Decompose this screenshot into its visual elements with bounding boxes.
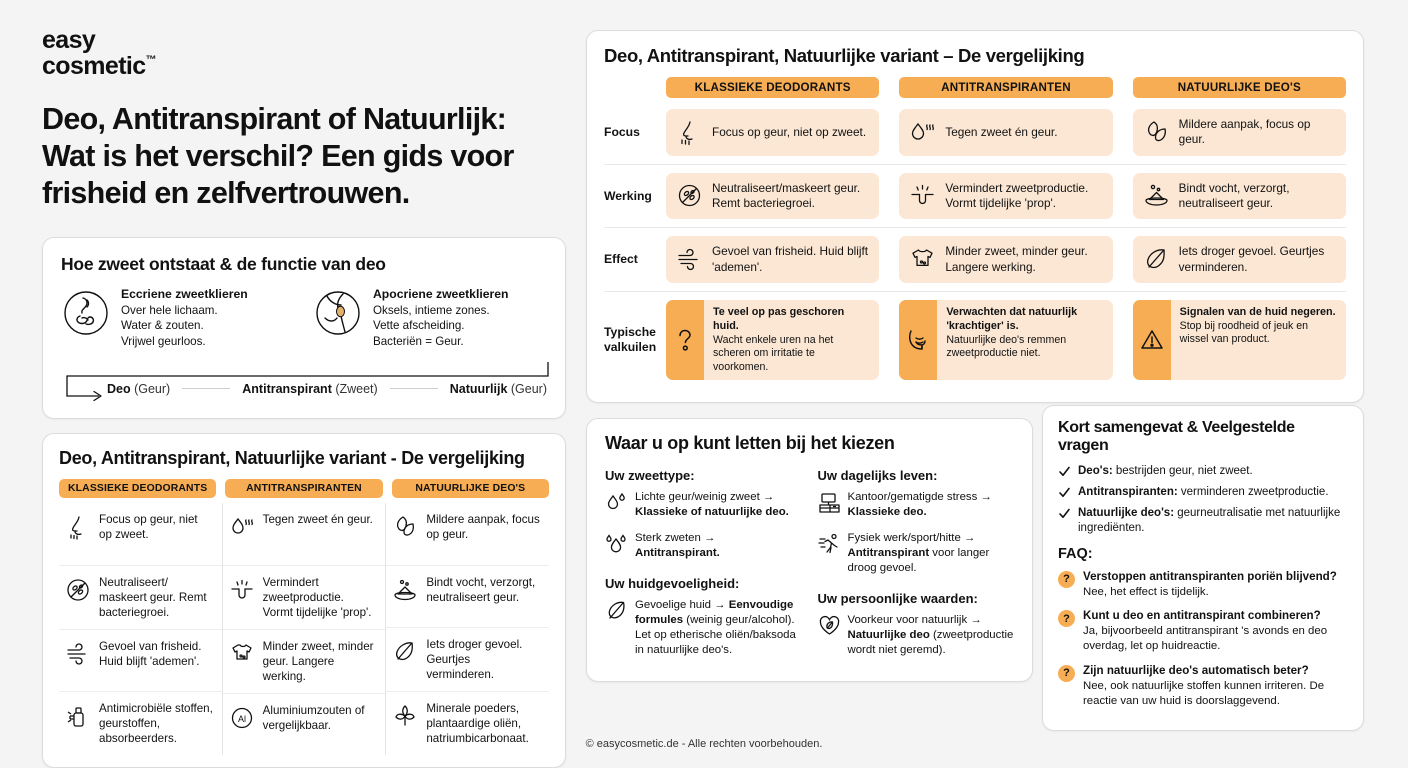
summary-bold: Deo's: bbox=[1078, 465, 1113, 477]
heart-leaf-icon bbox=[818, 614, 841, 637]
desk-monitor-icon bbox=[818, 491, 841, 514]
nose-smell-icon bbox=[65, 514, 91, 540]
pitfall-anti-body: Natuurlijke deo's remmen zweetproductie niet. bbox=[946, 333, 1067, 360]
item-bold: Natuurlijke deo bbox=[847, 629, 930, 642]
powder-bowl-icon bbox=[392, 577, 418, 603]
comparison-row-focus bbox=[604, 101, 1346, 164]
feather-icon bbox=[605, 599, 628, 622]
left-table-column-classic bbox=[59, 503, 222, 755]
list-item bbox=[1058, 485, 1348, 500]
table-row bbox=[386, 627, 549, 691]
question-mark-icon: ? bbox=[1058, 610, 1075, 627]
summary-text bbox=[1078, 464, 1253, 479]
leaves-icon bbox=[392, 514, 418, 540]
row-cells-effect bbox=[666, 236, 1346, 283]
cell-text: Bindt vocht, verzorgt, neutraliseert geur. bbox=[426, 575, 536, 604]
flow-item-anti-bold: Antitranspirant bbox=[242, 381, 332, 396]
cell-text: Gevoel van frisheid. Huid blijft 'ademen'. bbox=[712, 244, 869, 274]
table-row bbox=[59, 503, 222, 565]
item-post: (zweetproductie wordt niet geremd). bbox=[847, 629, 1014, 657]
flow-item-anti bbox=[242, 382, 377, 396]
item-pre: Voorkeur voor natuurlijk → bbox=[847, 614, 982, 627]
table-row bbox=[386, 565, 549, 627]
left-col-header-classic: KLASSIEKE DEODORANTS bbox=[59, 479, 216, 498]
faq-answer: Nee, het effect is tijdelijk. bbox=[1083, 585, 1209, 598]
flow-item-nat-bold: Natuurlijk bbox=[449, 381, 508, 396]
main-comparison-card bbox=[586, 30, 1364, 403]
table-row bbox=[386, 503, 549, 565]
gland-eccrine-line-3: Vrijwel geurloos. bbox=[121, 335, 206, 349]
choose-heading-skin: Uw huidgevoeligheid: bbox=[605, 576, 740, 592]
flow-divider-2 bbox=[390, 388, 438, 389]
faq-question: Verstoppen antitranspiranten poriën blijvend? bbox=[1083, 569, 1337, 583]
tshirt-icon bbox=[229, 641, 255, 667]
cell-text: Neutraliseert/ maskeert geur. Remt bacteriegroei. bbox=[99, 575, 207, 619]
item-bold: Antitranspirant. bbox=[635, 547, 720, 560]
choose-heading-dailylife: Uw dagelijks leven: bbox=[817, 468, 938, 483]
question-mark-icon: ? bbox=[1058, 665, 1075, 682]
flow-item-anti-rest: (Zweet) bbox=[331, 381, 378, 396]
pitfall-classic-text bbox=[704, 300, 879, 380]
left-table-title: Deo, Antitranspirant, Natuurlijke variant - De vergelijking bbox=[59, 447, 525, 468]
list-item bbox=[1058, 464, 1348, 479]
faq-answer: Nee, ook natuurlijke stoffen kunnen irriteren. De reactie van uw huid is doorslaggevend. bbox=[1083, 679, 1325, 707]
cell-text: Iets droger gevoel. Geurtjes verminderen. bbox=[426, 637, 523, 681]
gland-apocrine-line-2: Vette afscheiding. bbox=[373, 319, 465, 333]
cell-effect-classic bbox=[666, 236, 879, 283]
summary-rest: bestrijden geur, niet zweet. bbox=[1112, 465, 1253, 477]
powder-bowl-icon bbox=[1143, 182, 1170, 209]
cell-effect-anti bbox=[899, 236, 1112, 283]
no-bacteria-icon bbox=[65, 577, 91, 603]
wind-fresh-icon bbox=[65, 641, 91, 667]
feather-icon bbox=[1143, 246, 1170, 273]
col-header-natural: NATUURLIJKE DEO'S bbox=[1133, 77, 1346, 98]
faq-section-label: FAQ: bbox=[1058, 545, 1093, 562]
faq-question: Kunt u deo en antitranspirant combineren? bbox=[1083, 609, 1321, 623]
faq-entry bbox=[1083, 664, 1348, 708]
faq-question: Zijn natuurlijke deo's automatisch beter? bbox=[1083, 663, 1309, 677]
item-pre: Fysiek werk/sport/hitte → bbox=[847, 532, 976, 545]
pitfall-natural-body: Stop bij roodheid of jeuk en wissel van product. bbox=[1179, 319, 1309, 346]
flow-divider-1 bbox=[182, 388, 230, 389]
small-droplet-icon bbox=[605, 491, 628, 514]
cell-werking-anti bbox=[899, 173, 1112, 220]
cell-focus-natural bbox=[1133, 109, 1346, 156]
choose-grid bbox=[605, 468, 1014, 669]
plant-sprout-icon bbox=[392, 703, 418, 729]
list-item-text bbox=[635, 598, 802, 658]
left-table-grid bbox=[59, 503, 549, 755]
leaves-icon bbox=[1143, 119, 1170, 146]
comparison-header-row bbox=[604, 77, 1346, 98]
brand-line-1: easy bbox=[42, 26, 96, 54]
gland-eccrine-title: Eccriene zweetklieren bbox=[121, 286, 248, 301]
comparison-row-pitfalls bbox=[604, 291, 1346, 388]
list-item bbox=[1058, 570, 1348, 600]
item-post: voor langer droog gevoel. bbox=[847, 547, 990, 575]
cell-text: Tegen zweet én geur. bbox=[945, 124, 1058, 139]
summary-text bbox=[1078, 506, 1348, 536]
pitfall-anti-title: Verwachten dat natuurlijk 'krachtiger' is. bbox=[946, 305, 1078, 332]
nose-smell-icon bbox=[676, 119, 703, 146]
flow-item-nat bbox=[450, 382, 547, 396]
item-pre: Lichte geur/weinig zweet → bbox=[635, 491, 775, 503]
item-bold: Antitranspirant bbox=[847, 547, 930, 560]
comparison-row-effect bbox=[604, 227, 1346, 291]
cell-text: Focus op geur, niet op zweet. bbox=[712, 124, 867, 139]
list-item bbox=[1058, 609, 1348, 653]
droplet-heat-icon bbox=[909, 119, 936, 146]
droplet-heat-icon bbox=[229, 514, 255, 540]
check-icon bbox=[1058, 465, 1071, 478]
choosing-tips-card bbox=[586, 418, 1033, 682]
left-table-header-row bbox=[59, 479, 549, 498]
cell-werking-natural bbox=[1133, 173, 1346, 220]
cell-text: Vermindert zweetproductie. Vormt tijdelijke 'prop'. bbox=[262, 575, 372, 619]
cell-text: Iets droger gevoel. Geurtjes verminderen. bbox=[1178, 244, 1325, 274]
brand-logo bbox=[42, 28, 566, 79]
list-item bbox=[818, 613, 1015, 658]
cell-text: Minder zweet, minder geur. Langere werking. bbox=[945, 244, 1088, 274]
cell-effect-natural bbox=[1133, 236, 1346, 283]
list-item-text bbox=[848, 613, 1015, 658]
check-icon bbox=[1058, 507, 1071, 520]
choose-column-right bbox=[818, 468, 1015, 669]
choose-heading-sweattype: Uw zweettype: bbox=[605, 468, 695, 483]
cell-focus-classic bbox=[666, 109, 879, 156]
running-person-icon bbox=[818, 532, 841, 555]
cell-werking-classic bbox=[666, 173, 879, 220]
cell-text: Aluminiumzouten of vergelijkbaar. bbox=[262, 703, 365, 732]
left-column bbox=[42, 28, 566, 768]
list-item bbox=[1058, 506, 1348, 536]
sweat-card-title: Hoe zweet ontstaat & de functie van deo bbox=[61, 253, 386, 274]
table-row bbox=[223, 629, 386, 693]
muscle-arm-icon bbox=[899, 300, 937, 380]
cell-text: Gevoel van frisheid. Huid blijft 'ademen'. bbox=[99, 639, 202, 668]
warning-triangle-icon bbox=[1133, 300, 1171, 380]
cell-text: Antimicrobiële stoffen, geurstoffen, absorbeerders. bbox=[99, 701, 213, 745]
col-header-classic: KLASSIEKE DEODORANTS bbox=[666, 77, 879, 98]
pitfall-natural-text bbox=[1171, 300, 1346, 380]
list-item-text bbox=[848, 490, 1015, 520]
row-label-pitfalls: Typische valkuilen bbox=[604, 325, 657, 355]
comparison-title: Deo, Antitranspirant, Natuurlijke variant – De vergelijking bbox=[604, 45, 1085, 66]
cell-text: Minder zweet, minder geur. Langere werking. bbox=[262, 639, 374, 683]
pitfall-natural bbox=[1133, 300, 1346, 380]
flow-item-nat-rest: (Geur) bbox=[507, 381, 547, 396]
copyright-text: © easycosmetic.de - Alle rechten voorbehouden. bbox=[585, 738, 823, 750]
pore-plug-icon bbox=[909, 182, 936, 209]
gland-apocrine-text bbox=[373, 286, 508, 350]
choose-title: Waar u op kunt letten bij het kiezen bbox=[605, 433, 895, 453]
eccrine-gland-icon bbox=[61, 288, 111, 338]
table-row bbox=[59, 565, 222, 629]
cell-text: Mildere aanpak, focus op geur. bbox=[426, 512, 540, 541]
summary-bold: Natuurlijke deo's: bbox=[1078, 506, 1175, 519]
gland-apocrine-line-3: Bacteriën = Geur. bbox=[373, 335, 464, 349]
list-item bbox=[818, 531, 1015, 576]
pitfall-classic bbox=[666, 300, 879, 380]
table-row bbox=[59, 629, 222, 691]
flow-item-deo bbox=[107, 382, 170, 396]
gland-apocrine-title: Apocriene zweetklieren bbox=[373, 286, 509, 301]
row-label-werking: Werking bbox=[604, 188, 652, 203]
list-item bbox=[818, 490, 1015, 520]
pore-plug-icon bbox=[229, 577, 255, 603]
question-mark-icon: ? bbox=[1058, 571, 1075, 588]
feather-icon bbox=[392, 639, 418, 665]
flow-item-deo-rest: (Geur) bbox=[130, 381, 171, 396]
question-mark-icon bbox=[666, 300, 704, 380]
summary-bold: Antitranspiranten: bbox=[1078, 485, 1178, 498]
gland-eccrine-text bbox=[121, 286, 248, 350]
apocrine-gland-icon bbox=[313, 288, 363, 338]
cell-text: Neutraliseert/maskeert geur. Remt bacteriegroei. bbox=[712, 180, 861, 210]
double-droplet-icon bbox=[605, 532, 628, 555]
gland-row bbox=[61, 286, 547, 350]
pitfall-anti-text bbox=[937, 300, 1112, 380]
aluminium-icon bbox=[229, 705, 255, 731]
item-pre: Kantoor/gematigde stress → bbox=[847, 491, 992, 503]
list-item-text bbox=[848, 531, 1015, 576]
left-table-column-natural bbox=[385, 503, 549, 755]
item-bold: Klassieke deo. bbox=[847, 506, 927, 519]
no-bacteria-icon bbox=[676, 182, 703, 209]
item-post: (weinig geur/alcohol). Let op etherische oliën/baksoda in natuurlijke deo's. bbox=[635, 614, 796, 657]
pitfall-natural-title: Signalen van de huid negeren. bbox=[1179, 305, 1336, 318]
gland-eccrine-line-1: Over hele lichaam. bbox=[121, 303, 218, 317]
list-item-text bbox=[635, 490, 802, 520]
faq-entry bbox=[1083, 570, 1337, 600]
pitfall-classic-title: Te veel op pas geschoren huid. bbox=[713, 305, 845, 332]
choose-heading-values: Uw persoonlijke waarden: bbox=[817, 591, 978, 607]
svg-text:Al: Al bbox=[237, 713, 246, 724]
gland-apocrine-line-1: Oksels, intieme zones. bbox=[373, 303, 490, 317]
col-header-anti: ANTITRANSPIRANTEN bbox=[899, 77, 1112, 98]
cell-text: Bindt vocht, verzorgt, neutraliseert geur. bbox=[1178, 180, 1290, 210]
gland-eccrine bbox=[61, 286, 295, 350]
row-label-focus: Focus bbox=[604, 125, 640, 139]
brand-line-2: cosmetic™ bbox=[42, 51, 156, 80]
flow-diagram bbox=[61, 360, 547, 404]
tshirt-icon bbox=[909, 246, 936, 273]
page-title: Deo, Antitranspirant of Natuurlijk: Wat is het verschil? Een gids voor frisheid en zelfvertrouwen. bbox=[42, 102, 514, 211]
summary-rest: geurneutralisatie met natuurlijke ingrediënten. bbox=[1078, 506, 1341, 534]
cell-text: Vermindert zweetproductie. Vormt tijdelijke 'prop'. bbox=[945, 180, 1089, 210]
list-item bbox=[1058, 664, 1348, 708]
faq-title: Kort samengevat & Veelgestelde vragen bbox=[1058, 419, 1295, 454]
list-item-text bbox=[635, 531, 802, 561]
wind-fresh-icon bbox=[676, 246, 703, 273]
list-item bbox=[605, 490, 802, 520]
row-cells-pitfalls bbox=[666, 300, 1346, 380]
comparison-header-pills bbox=[666, 77, 1346, 98]
list-item bbox=[605, 531, 802, 561]
cell-focus-anti bbox=[899, 109, 1112, 156]
left-table-column-anti bbox=[222, 503, 386, 755]
gland-eccrine-line-2: Water & zouten. bbox=[121, 319, 204, 333]
summary-text bbox=[1078, 485, 1329, 500]
cell-text: Tegen zweet én geur. bbox=[262, 512, 373, 526]
faq-answer: Ja, bijvoorbeeld antitranspirant 's avonds en deo overdag, let op huidreactie. bbox=[1083, 625, 1328, 653]
row-cells-focus bbox=[666, 109, 1346, 156]
item-bold: Eenvoudige formules bbox=[635, 599, 794, 627]
item-pre: Sterk zweten → bbox=[635, 532, 716, 545]
item-pre: Gevoelige huid → bbox=[635, 599, 729, 612]
left-col-header-natural: NATUURLIJKE DEO'S bbox=[392, 479, 549, 498]
table-row bbox=[223, 565, 386, 629]
flow-labels bbox=[107, 382, 547, 396]
left-comparison-card bbox=[42, 433, 566, 768]
faq-card bbox=[1042, 405, 1364, 731]
check-icon bbox=[1058, 486, 1071, 499]
cell-text: Focus op geur, niet op zweet. bbox=[99, 512, 198, 541]
footer bbox=[0, 738, 1408, 750]
sweat-origin-card bbox=[42, 237, 566, 419]
flow-item-deo-bold: Deo bbox=[107, 381, 131, 396]
row-cells-werking bbox=[666, 173, 1346, 220]
pitfall-classic-body: Wacht enkele uren na het scheren om irritatie te voorkomen. bbox=[713, 333, 834, 373]
left-col-header-anti: ANTITRANSPIRANTEN bbox=[225, 479, 382, 498]
row-label-effect: Effect bbox=[604, 252, 638, 267]
summary-rest: verminderen zweetproductie. bbox=[1177, 485, 1329, 498]
table-row bbox=[223, 503, 386, 565]
spray-bottle-icon bbox=[65, 703, 91, 729]
choose-column-left bbox=[605, 468, 802, 669]
trademark-symbol: ™ bbox=[145, 53, 156, 66]
cell-text: Minerale poeders, plantaardige oliën, natriumbicarbonaat. bbox=[426, 701, 529, 745]
faq-entry bbox=[1083, 609, 1348, 653]
gland-apocrine bbox=[313, 286, 547, 350]
item-bold: Klassieke of natuurlijke deo. bbox=[635, 506, 789, 519]
list-item bbox=[605, 598, 802, 658]
pitfall-anti bbox=[899, 300, 1112, 380]
comparison-row-werking bbox=[604, 164, 1346, 228]
cell-text: Mildere aanpak, focus op geur. bbox=[1178, 117, 1311, 147]
